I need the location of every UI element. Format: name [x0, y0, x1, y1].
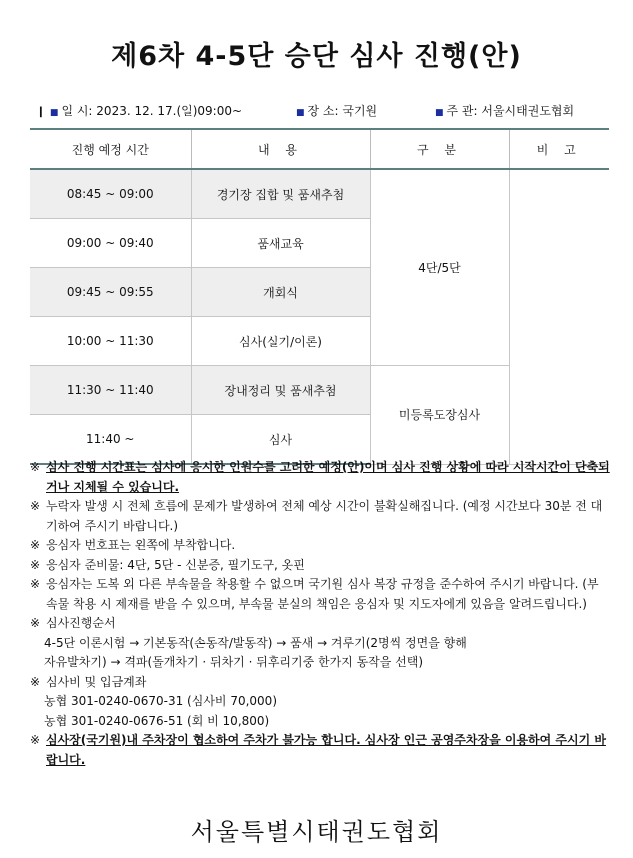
table-header-row: [30, 129, 609, 169]
note-text: 응심자 준비물: 4단, 5단 - 신분증, 필기도구, 옷핀: [46, 557, 305, 572]
note-item: [30, 556, 610, 576]
note-mark: ※: [30, 733, 41, 747]
header-remarks: 비 고: [509, 129, 609, 169]
header-category: 구 분: [370, 129, 509, 169]
note-mark: ※: [30, 460, 41, 474]
time-cell: 09:00 ~ 09:40: [30, 219, 191, 268]
schedule-table: [30, 128, 609, 465]
time-cell: 10:00 ~ 11:30: [30, 317, 191, 366]
note-text: 응심자 번호표는 왼쪽에 부착합니다.: [46, 538, 236, 552]
note-item: [30, 614, 610, 673]
event-date: ▎ ■ 일 시: 2023. 12. 17.(일)09:00~: [40, 104, 243, 118]
content-cell: 심사: [191, 415, 370, 465]
note-text: [46, 614, 610, 673]
note-item: [30, 673, 610, 732]
content-cell: 심사(실기/이론): [191, 317, 370, 366]
time-cell: 11:40 ~: [30, 415, 191, 465]
account-title: 심사비 및 입금계좌: [46, 674, 147, 689]
note-text: 누락자 발생 시 전체 흐름에 문제가 발생하여 전체 예상 시간이 불확실해집니다. (예정 시간보다 30분 전 대기하여 주시기 바랍니다.): [46, 499, 603, 533]
note-mark: ※: [30, 538, 41, 552]
square-bullet-icon: ■: [49, 108, 59, 118]
organization-name: 서울특별시태권도협회: [190, 818, 443, 846]
time-cell: 11:30 ~ 11:40: [30, 366, 191, 415]
event-info: [40, 100, 610, 122]
account-line: 농협 301-0240-0670-31 (심사비 70,000): [44, 694, 277, 708]
square-bullet-icon: ■: [435, 108, 444, 118]
note-mark: ※: [30, 674, 41, 689]
procedure-line: 4-5단 이론시험 → 기본동작(손동작/발동작) → 품새 → 겨루기(2명씩 정면을 향해: [44, 635, 467, 650]
note-item: [30, 536, 610, 556]
procedure-title: 심사진행순서: [46, 616, 116, 630]
time-cell: 08:45 ~ 09:00: [30, 169, 191, 219]
note-text: 심사 진행 시간표는 심사에 응시한 인원수를 고려한 예정(안)이며 심사 진행 상황에 따라 시작시간이 단축되거나 지체될 수 있습니다.: [46, 460, 610, 494]
note-mark: ※: [30, 499, 41, 513]
note-item: [30, 497, 610, 536]
event-place: ■ 장 소: 국기원: [296, 104, 378, 118]
category-cell: 미등록도장심사: [370, 366, 509, 465]
header-content: 내 용: [191, 129, 370, 169]
procedure-line: 자유발차기) → 격파(돌개차기 · 뒤차기 · 뒤후리기중 한가지 동작을 선택): [44, 655, 424, 669]
note-text: 심사장(국기원)내 주차장이 협소하여 주차가 불가능 합니다. 심사장 인근 공영주차장을 이용하여 주시기 바랍니다.: [46, 733, 606, 767]
content-cell: 품새교육: [191, 219, 370, 268]
note-mark: ※: [30, 577, 41, 591]
note-item: [30, 458, 610, 497]
content-cell: 장내정리 및 품새추첨: [191, 366, 370, 415]
header-time: 진행 예정 시간: [30, 129, 191, 169]
note-item: [30, 731, 610, 770]
note-text: 응심자는 도복 외 다른 부속물을 착용할 수 없으며 국기원 심사 복장 규정을 준수하여 주시기 바랍니다. (부속물 착용 시 제재를 받을 수 있으며, 부속물 분실의 책임은 응심자 및 지도자에게 있음을 알려드립니다.): [46, 577, 599, 611]
account-line: 농협 301-0240-0676-51 (회 비 10,800): [44, 713, 270, 728]
notes-section: [30, 458, 610, 770]
note-mark: ※: [30, 616, 41, 630]
table-row: [30, 169, 609, 219]
bar-icon: ▎: [40, 108, 47, 118]
square-bullet-icon: ■: [296, 108, 305, 118]
category-cell: 4단/5단: [370, 169, 509, 366]
note-item: [30, 575, 610, 614]
content-cell: 개회식: [191, 268, 370, 317]
note-mark: ※: [30, 557, 41, 572]
time-cell: 09:45 ~ 09:55: [30, 268, 191, 317]
remarks-cell: [509, 169, 609, 464]
content-cell: 경기장 집합 및 품새추첨: [191, 169, 370, 219]
note-text: [46, 673, 610, 732]
page-title: 제6차 4-5단 승단 심사 진행(안): [111, 41, 522, 72]
event-host: ■ 주 관: 서울시태권도협회: [435, 104, 575, 118]
